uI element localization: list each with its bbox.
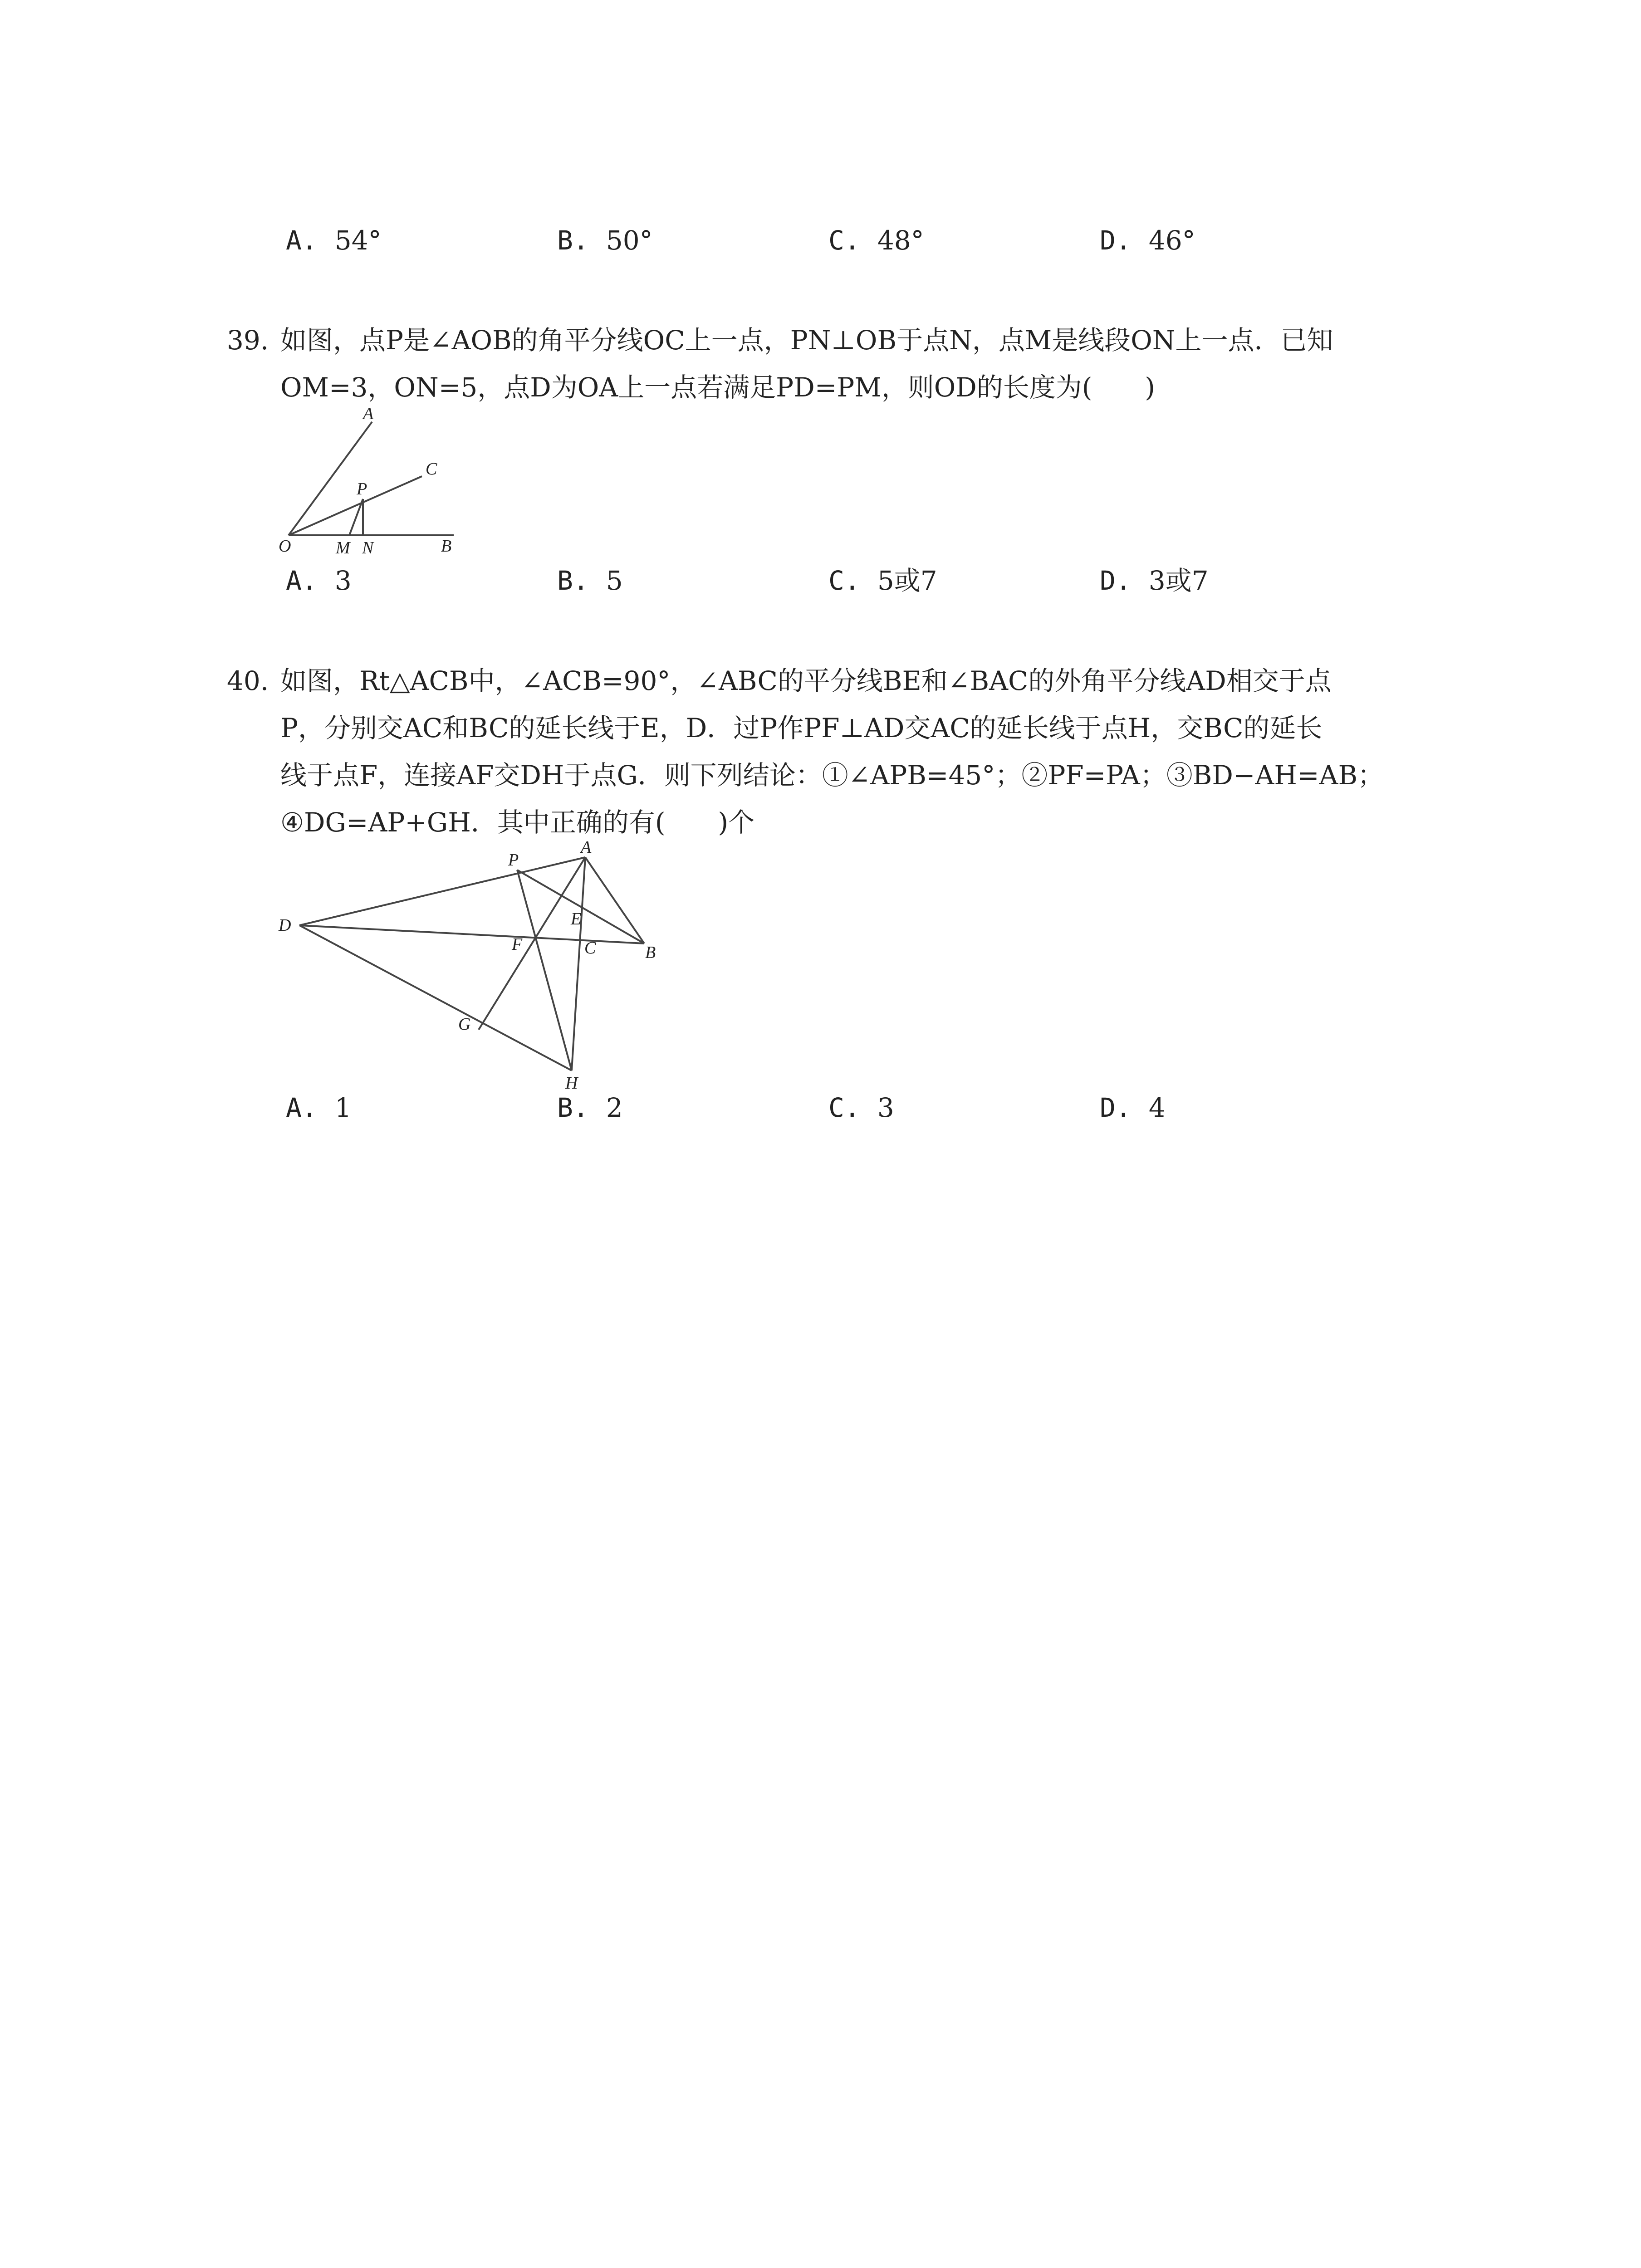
q38-option-a: A. 54° — [286, 225, 382, 256]
q40-stem-line-4: ④DG=AP+GH．其中正确的有( )个 — [280, 807, 755, 838]
q39-figure — [272, 404, 467, 558]
q40-label-c: C — [584, 938, 596, 958]
q39-label-n: N — [362, 538, 374, 557]
q39-label-p: P — [357, 479, 367, 499]
q39-label-c: C — [426, 459, 437, 479]
q40-option-a: A. 1 — [286, 1092, 352, 1123]
q40-label-h: H — [565, 1074, 578, 1093]
q40-stem-line-3: 线于点F，连接AF交DH于点G．则下列结论：①∠APB=45°；②PF=PA；③BD−AH=AB； — [280, 760, 1384, 791]
q40-label-g: G — [458, 1015, 471, 1034]
q40-label-e: E — [571, 909, 582, 929]
q39-label-m: M — [336, 538, 350, 557]
q39-stem-line-1: 如图，点P是∠AOB的角平分线OC上一点，PN⊥OB于点N，点M是线段ON上一点．已知 — [280, 325, 1333, 356]
q39-option-b: B. 5 — [557, 565, 623, 596]
q38-option-b: B. 50° — [557, 225, 653, 256]
q40-label-a: A — [581, 839, 592, 857]
q40-label-p: P — [508, 850, 519, 870]
q38-option-d: D. 46° — [1100, 225, 1195, 256]
q39-label-b: B — [441, 537, 452, 556]
q39-option-c: C. 5或7 — [828, 565, 937, 596]
q39-label-a: A — [363, 404, 374, 423]
q39-option-d: D. 3或7 — [1100, 565, 1209, 596]
q40-label-d: D — [279, 916, 291, 935]
q40-label-b: B — [645, 943, 656, 962]
q40-option-c: C. 3 — [828, 1092, 894, 1123]
q40-stem-line-1: 如图，Rt△ACB中，∠ACB=90°，∠ABC的平分线BE和∠BAC的外角平分线AD相交于点 — [280, 665, 1332, 696]
q40-option-d: D. 4 — [1100, 1092, 1166, 1123]
q39-stem-line-2: OM=3，ON=5，点D为OA上一点若满足PD=PM，则OD的长度为( ) — [280, 372, 1156, 403]
q39-option-a: A. 3 — [286, 565, 352, 596]
q40-option-b: B. 2 — [557, 1092, 623, 1123]
q38-option-c: C. 48° — [828, 225, 924, 256]
q40-figure — [272, 839, 671, 1093]
q39-number: 39. — [227, 325, 269, 356]
q40-stem-line-2: P，分别交AC和BC的延长线于E，D．过P作PF⊥AD交AC的延长线于点H，交BC的延长 — [280, 713, 1323, 743]
q39-label-o: O — [279, 537, 291, 556]
q40-number: 40. — [227, 665, 269, 696]
q40-label-f: F — [512, 935, 523, 954]
